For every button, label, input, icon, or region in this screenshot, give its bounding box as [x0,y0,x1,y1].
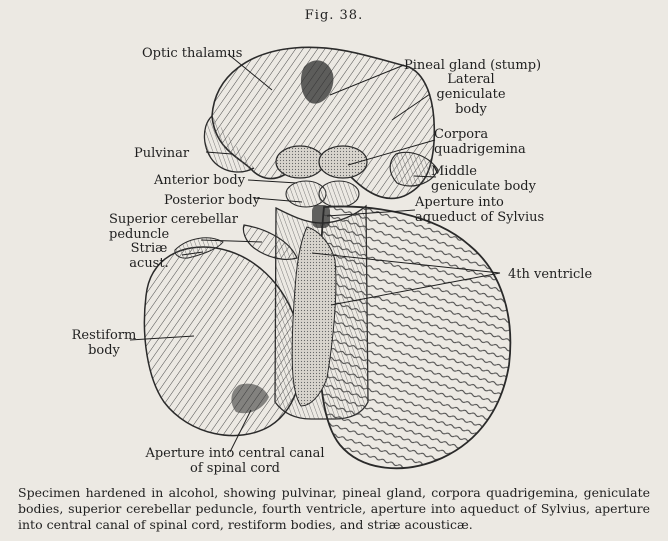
label-corpora-quadrigemina: Corpora quadrigemina [434,127,526,157]
label-aperture-spinal-canal: Aperture into central canal of spinal cord [145,446,325,476]
label-lateral-geniculate-body: Lateral geniculate body [436,72,506,117]
label-pineal-gland: Pineal gland (stump) [404,58,542,73]
label-pulvinar: Pulvinar [134,146,190,161]
label-aperture-aqueduct: Aperture into aqueduct of Sylvius [415,195,545,225]
label-restiform-body: Restiform body [71,328,137,358]
cerebellum-shape [320,206,511,468]
label-4th-ventricle: 4th ventricle [508,267,593,282]
leader-anterior-body [248,180,297,183]
label-striae-acust: Striæ acust. [129,241,169,271]
posterior-body-right [319,181,359,207]
figure-title: Fig. 38. [304,8,364,23]
label-posterior-body: Posterior body [164,193,260,208]
label-optic-thalamus: Optic thalamus [142,46,243,61]
corpora-quadrigemina-left [276,146,324,178]
figure-caption: Specimen hardened in alcohol, showing pulvinar, pineal gland, corpora quadrigemina, geniculate bodies, superior cerebellar peduncle, fourth ventricle, aperture into aqueduct of Sylvius, aperture into central canal of spinal cord, restiform bodies, and striæ acousticæ. [18,485,650,532]
label-superior-cerebellar-peduncle: Superior cerebellar peduncle [109,212,239,242]
label-middle-geniculate-body: Middle geniculate body [431,164,536,194]
label-anterior-body: Anterior body [154,173,246,188]
